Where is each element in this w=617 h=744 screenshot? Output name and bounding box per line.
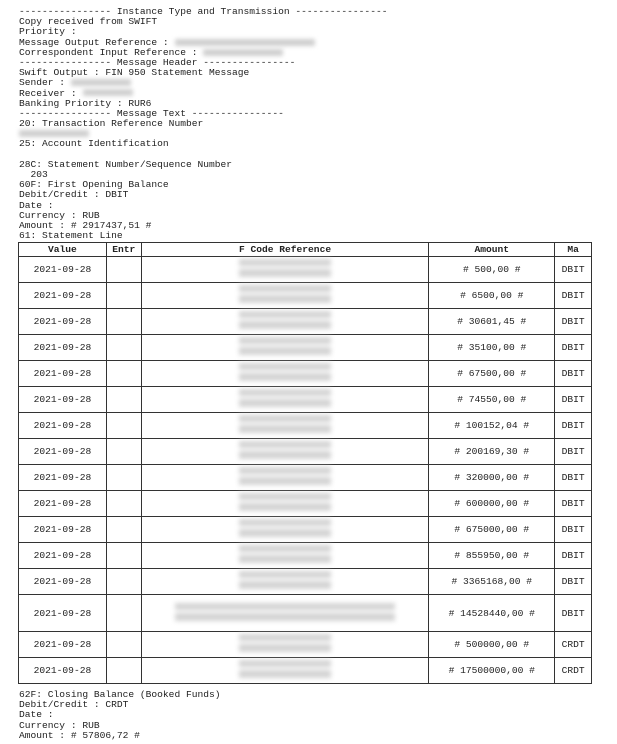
value-date-cell: 2021-09-28 [19, 257, 107, 283]
banking-priority-line: Banking Priority : RUR6 [19, 97, 152, 109]
mark-cell: DBIT [555, 335, 592, 361]
reference-cell [141, 632, 429, 658]
table-row [19, 413, 592, 439]
table-row [19, 387, 592, 413]
value-date-cell: 2021-09-28 [19, 517, 107, 543]
swift-output-line: Swift Output : FIN 950 Statement Message [19, 67, 250, 79]
mark-cell: DBIT [555, 517, 592, 543]
amount-cell: # 855950,00 # [429, 543, 555, 569]
account-identification-line: 25: Account Identification [19, 138, 169, 150]
reference-cell [141, 439, 429, 465]
closing-balance-block [19, 690, 599, 741]
sender-line [19, 78, 599, 88]
opening-debit-credit-line: Debit/Credit : DBIT [19, 189, 129, 201]
value-date-cell: 2021-09-28 [19, 387, 107, 413]
table-row [19, 361, 592, 387]
statement-line-heading: 61: Statement Line [19, 230, 123, 242]
redacted-reference [239, 285, 331, 303]
amount-cell: # 35100,00 # [429, 335, 555, 361]
redacted-reference [239, 545, 331, 563]
amount-cell: # 320000,00 # [429, 465, 555, 491]
mark-cell: CRDT [555, 632, 592, 658]
redacted-value [83, 89, 133, 96]
opening-date-line: Date : [19, 199, 54, 211]
table-row [19, 543, 592, 569]
column-header-reference: F Code Reference [141, 243, 429, 257]
value-date-cell: 2021-09-28 [19, 283, 107, 309]
separator-header: ---------------- Message Header ---------------- [19, 56, 296, 68]
entry-cell [106, 543, 141, 569]
entry-cell [106, 387, 141, 413]
reference-cell [141, 658, 429, 684]
reference-cell [141, 543, 429, 569]
closing-currency-line: Currency : RUB [19, 719, 100, 731]
priority-line: Priority : [19, 26, 77, 38]
mark-cell: DBIT [555, 361, 592, 387]
entry-cell [106, 569, 141, 595]
reference-cell [141, 413, 429, 439]
mark-cell: DBIT [555, 309, 592, 335]
reference-cell [141, 517, 429, 543]
value-date-cell: 2021-09-28 [19, 361, 107, 387]
swift-header-block [19, 7, 599, 241]
redacted-reference [239, 493, 331, 511]
statement-number-line: 28C: Statement Number/Sequence Number [19, 158, 233, 170]
redacted-value [175, 39, 315, 46]
column-header-entry: Entr [106, 243, 141, 257]
reference-cell [141, 335, 429, 361]
entry-cell [106, 632, 141, 658]
reference-cell [141, 283, 429, 309]
entry-cell [106, 335, 141, 361]
redacted-value [71, 79, 131, 86]
message-output-reference-label: Message Output Reference : [19, 36, 169, 48]
redacted-reference [239, 363, 331, 381]
redacted-reference [239, 441, 331, 459]
redacted-value [203, 49, 283, 56]
amount-cell: # 3365168,00 # [429, 569, 555, 595]
table-row [19, 465, 592, 491]
mark-cell: DBIT [555, 569, 592, 595]
reference-cell [141, 491, 429, 517]
statement-number-value: 203 [19, 169, 48, 180]
reference-cell [141, 257, 429, 283]
column-header-value: Value [19, 243, 107, 257]
entry-cell [106, 439, 141, 465]
redacted-reference [239, 571, 331, 589]
closing-balance-line: 62F: Closing Balance (Booked Funds) [19, 689, 221, 700]
redacted-reference [239, 259, 331, 277]
mark-cell: DBIT [555, 595, 592, 632]
value-date-cell: 2021-09-28 [19, 543, 107, 569]
closing-date-line: Date : [19, 709, 54, 721]
opening-currency-line: Currency : RUB [19, 209, 100, 221]
amount-cell: # 17500000,00 # [429, 658, 555, 684]
amount-cell: # 600000,00 # [429, 491, 555, 517]
mark-cell: DBIT [555, 465, 592, 491]
closing-amount-line: Amount : # 57806,72 # [19, 729, 140, 741]
amount-cell: # 6500,00 # [429, 283, 555, 309]
entry-cell [106, 465, 141, 491]
reference-cell [141, 387, 429, 413]
amount-cell: # 30601,45 # [429, 309, 555, 335]
value-date-cell: 2021-09-28 [19, 413, 107, 439]
table-row [19, 257, 592, 283]
redacted-reference [239, 389, 331, 407]
amount-cell: # 675000,00 # [429, 517, 555, 543]
entry-cell [106, 309, 141, 335]
amount-cell: # 67500,00 # [429, 361, 555, 387]
table-row [19, 283, 592, 309]
receiver-label: Receiver : [19, 87, 77, 99]
value-date-cell: 2021-09-28 [19, 309, 107, 335]
entry-cell [106, 257, 141, 283]
separator-text: ---------------- Message Text ---------------- [19, 107, 284, 119]
redacted-reference [239, 337, 331, 355]
closing-debit-credit-line: Debit/Credit : CRDT [19, 699, 129, 711]
mark-cell: DBIT [555, 283, 592, 309]
value-date-cell: 2021-09-28 [19, 439, 107, 465]
table-header-row [19, 243, 592, 257]
value-date-cell: 2021-09-28 [19, 491, 107, 517]
redacted-reference [239, 311, 331, 329]
amount-cell: # 500000,00 # [429, 632, 555, 658]
mark-cell: DBIT [555, 543, 592, 569]
amount-cell: # 500,00 # [429, 257, 555, 283]
entry-cell [106, 361, 141, 387]
mark-cell: DBIT [555, 257, 592, 283]
reference-cell [141, 465, 429, 491]
redacted-reference [239, 519, 331, 537]
mark-cell: DBIT [555, 439, 592, 465]
mark-cell: CRDT [555, 658, 592, 684]
entry-cell [106, 491, 141, 517]
value-date-cell: 2021-09-28 [19, 335, 107, 361]
statement-lines-table [18, 242, 592, 684]
transaction-reference-line: 20: Transaction Reference Number [19, 118, 204, 130]
redacted-reference [239, 660, 331, 678]
value-date-cell: 2021-09-28 [19, 569, 107, 595]
table-row [19, 335, 592, 361]
table-row [19, 309, 592, 335]
entry-cell [106, 595, 141, 632]
table-row [19, 517, 592, 543]
amount-cell: # 74550,00 # [429, 387, 555, 413]
mark-cell: DBIT [555, 387, 592, 413]
opening-balance-line: 60F: First Opening Balance [19, 179, 169, 191]
redacted-reference [175, 603, 395, 621]
reference-cell [141, 595, 429, 632]
redacted-reference [239, 467, 331, 485]
column-header-amount: Amount [429, 243, 555, 257]
mark-cell: DBIT [555, 413, 592, 439]
value-date-cell: 2021-09-28 [19, 632, 107, 658]
reference-cell [141, 309, 429, 335]
table-row [19, 632, 592, 658]
table-row [19, 658, 592, 684]
redacted-value [19, 130, 89, 137]
value-date-cell: 2021-09-28 [19, 465, 107, 491]
table-row [19, 439, 592, 465]
entry-cell [106, 658, 141, 684]
mark-cell: DBIT [555, 491, 592, 517]
redacted-reference [239, 415, 331, 433]
value-date-cell: 2021-09-28 [19, 595, 107, 632]
sender-label: Sender : [19, 77, 66, 89]
value-date-cell: 2021-09-28 [19, 658, 107, 684]
opening-amount-line: Amount : # 2917437,51 # [19, 219, 152, 231]
amount-cell: # 100152,04 # [429, 413, 555, 439]
entry-cell [106, 283, 141, 309]
table-row [19, 491, 592, 517]
table-row [19, 595, 592, 632]
reference-cell [141, 569, 429, 595]
table-row [19, 569, 592, 595]
entry-cell [106, 517, 141, 543]
amount-cell: # 14528440,00 # [429, 595, 555, 632]
redacted-reference [239, 634, 331, 652]
reference-cell [141, 361, 429, 387]
entry-cell [106, 413, 141, 439]
amount-cell: # 200169,30 # [429, 439, 555, 465]
correspondent-input-reference-label: Correspondent Input Reference : [19, 46, 198, 58]
copy-received-line: Copy received from SWIFT [19, 16, 158, 28]
column-header-mark: Ma [555, 243, 592, 257]
separator-instance: ---------------- Instance Type and Transmission ---------------- [19, 6, 388, 17]
